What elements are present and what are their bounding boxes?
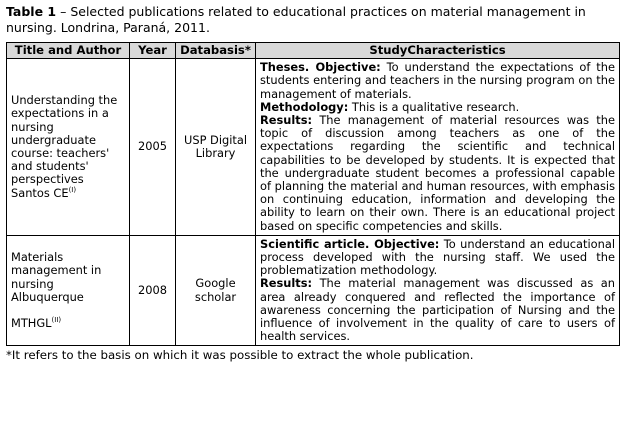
characteristics-text: This is a qualitative research. — [348, 99, 520, 114]
table-row — [7, 59, 620, 236]
characteristics-label: Results: — [260, 276, 313, 291]
characteristics-text: The material management was discussed as an area already conquered and reflected the importance of awareness concerning the participation of Nursing and the influence of involvement in the quality of care to users of health services. — [260, 276, 615, 344]
cell-database: USP Digital Library — [176, 59, 256, 236]
characteristics-label: Methodology: — [260, 99, 349, 114]
table-caption-label: Table 1 — [6, 4, 57, 19]
publication-title: Materials management in nursing Albuquerque — [11, 250, 102, 304]
cell-database: Google scholar — [176, 235, 256, 346]
header-year: Year — [130, 43, 176, 59]
table-footnote: *It refers to the basis on which it was possible to extract the whole publication. — [6, 348, 474, 363]
publication-title: Understanding the expectations in a nursing undergraduate course: teachers' and students' perspectives Santos CE — [11, 93, 118, 200]
table-caption-text: – Selected publications related to educational practices on material management in nursing. Londrina, Paraná, 2011. — [6, 4, 586, 35]
characteristics-paragraph — [260, 277, 615, 343]
header-title-author: Title and Author — [7, 43, 130, 59]
cell-year: 2005 — [130, 59, 176, 236]
characteristics-text: To understand an educational process developed with the nursing staff. We used the problematization methodology. — [260, 236, 615, 278]
cell-study-characteristics — [256, 59, 620, 236]
cell-title-author — [7, 59, 130, 236]
publications-table — [6, 42, 620, 346]
header-study-characteristics: StudyCharacteristics — [256, 43, 620, 59]
characteristics-text: To understand the expectations of the students entering and teachers in the nursing program on the management of materials. — [260, 60, 615, 101]
cell-year: 2008 — [130, 235, 176, 346]
characteristics-label: Results: — [260, 113, 313, 128]
characteristics-text: The management of material resources was the topic of discussion among teachers as one of the expectations regarding the scientific and technical capabilities to be developed by students. It is expected that the undergraduate student becomes a professional capable of planning the material and human resources, with emphasis on continuing education, information and developing the ability to learn on their own. There is an educational project based on specific competencies and skills. — [260, 113, 615, 233]
reference-mark: (I) — [68, 185, 77, 194]
characteristics-paragraph — [260, 114, 615, 233]
table-caption — [6, 4, 619, 36]
table-header-row — [7, 43, 620, 59]
reference-mark: (II) — [51, 316, 62, 325]
characteristics-paragraph — [260, 238, 615, 278]
author-line: MTHGL — [11, 315, 52, 330]
cell-title-author — [7, 235, 130, 346]
characteristics-label: Theses. Objective: — [260, 60, 381, 75]
header-database: Databasis* — [176, 43, 256, 59]
cell-study-characteristics — [256, 235, 620, 346]
characteristics-paragraph — [260, 61, 615, 101]
characteristics-label: Scientific article. Objective: — [260, 236, 440, 251]
table-row — [7, 235, 620, 346]
